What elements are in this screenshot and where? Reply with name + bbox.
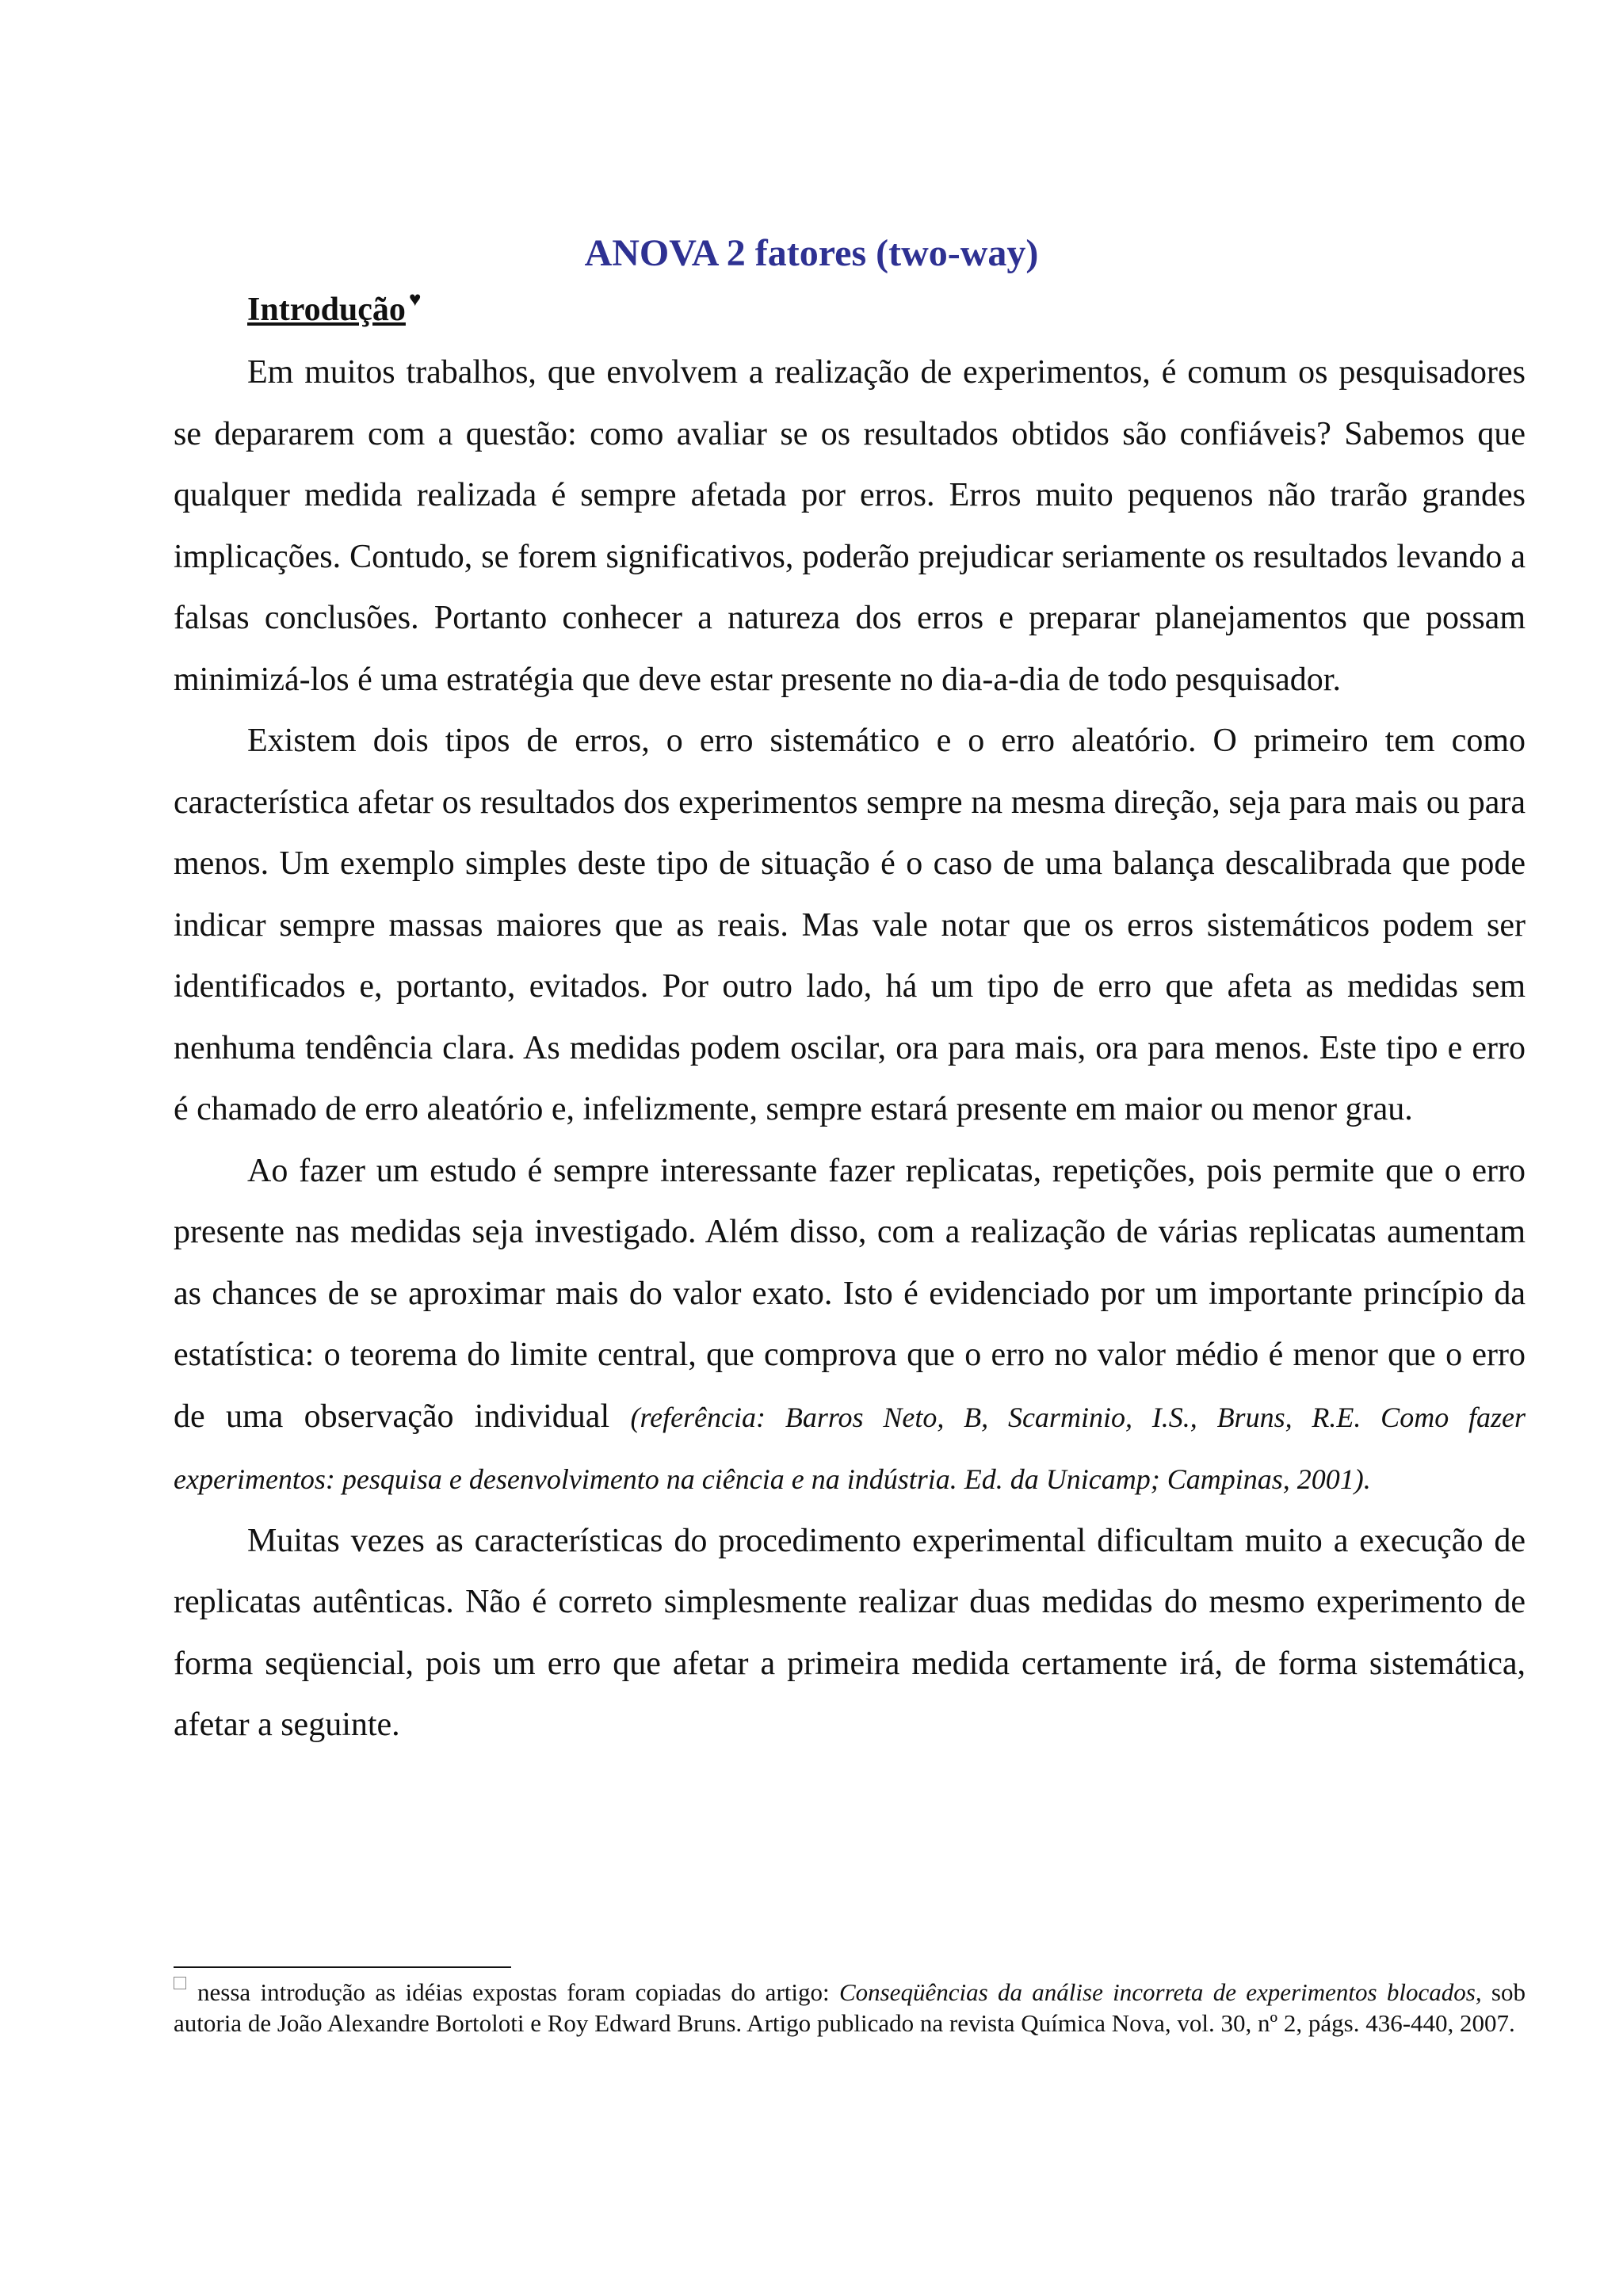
reference-citation: (referência: Barros Neto, B, Scarminio, I.S., Bruns, R.E. Como fazer experimentos: pesquisa e desenvolvimento na ciência e na indústria. Ed. da Unicamp; Campinas, 2001). (174, 1401, 1526, 1495)
paragraph-1: Em muitos trabalhos, que envolvem a realização de experimentos, é comum os pesquisadores se depararem com a questão: como avaliar se os resultados obtidos são confiáveis? Sabemos que qualquer medida realizada é sempre afetada por erros. Erros muito pequenos não trarão grandes implicações. Contudo, se forem significativos, poderão prejudicar seriamente os resultados levando a falsas conclusões. Portanto conhecer a natureza dos erros e preparar planejamentos que possam minimizá-los é uma estratégia que deve estar presente no dia-a-dia de todo pesquisador. (174, 354, 1526, 698)
body-text (174, 342, 1526, 1756)
footnote-marker-icon (174, 1977, 186, 1989)
section-heading-introducao: Introdução ♥ (247, 276, 421, 334)
footnote-article-title: Conseqüências da análise incorreta de experimentos blocados, (838, 1978, 1482, 2006)
footnote (174, 1977, 1526, 2039)
paragraph-3-text: Ao fazer um estudo é sempre interessante fazer replicatas, repetições, pois permite que o erro presente nas medidas seja investigado. Além disso, com a realização de várias replicatas aumentam as chances de se aproximar mais do valor exato. Isto é evidenciado por um importante princípio da estatística: o teorema do limite central, que comprova que o erro no valor médio é menor que o erro de uma observação individual (174, 1152, 1526, 1435)
footnote-rest: sob autoria de João Alexandre Bortoloti e Roy Edward Bruns. Artigo publicado na revista Química Nova, vol. 30, nº 2, págs. 436-440, 2007. (174, 1978, 1526, 2037)
paragraph-4: Muitas vezes as características do procedimento experimental dificultam muito a execução de replicatas autênticas. Não é correto simplesmente realizar duas medidas do mesmo experimento de forma seqüencial, pois um erro que afetar a primeira medida certamente irá, de forma sistemática, afetar a seguinte. (174, 1522, 1526, 1743)
heart-footnote-marker: ♥ (408, 288, 422, 311)
footnote-lead: nessa introdução as idéias expostas foram copiadas do artigo: (197, 1978, 830, 2006)
paragraph-2: Existem dois tipos de erros, o erro sistemático e o erro aleatório. O primeiro tem como característica afetar os resultados dos experimentos sempre na mesma direção, seja para mais ou para menos. Um exemplo simples deste tipo de situação é o caso de uma balança descalibrada que pode indicar sempre massas maiores que as reais. Mas vale notar que os erros sistemáticos podem ser identificados e, portanto, evitados. Por outro lado, há um tipo de erro que afeta as medidas sem nenhuma tendência clara. As medidas podem oscilar, ora para mais, ora para menos. Este tipo e erro é chamado de erro aleatório e, infelizmente, sempre estará presente em maior ou menor grau. (174, 723, 1526, 1127)
footnote-separator (174, 1966, 511, 1968)
document-title: ANOVA 2 fatores (two-way) (584, 232, 1039, 274)
paragraph-3 (174, 1141, 1526, 1511)
